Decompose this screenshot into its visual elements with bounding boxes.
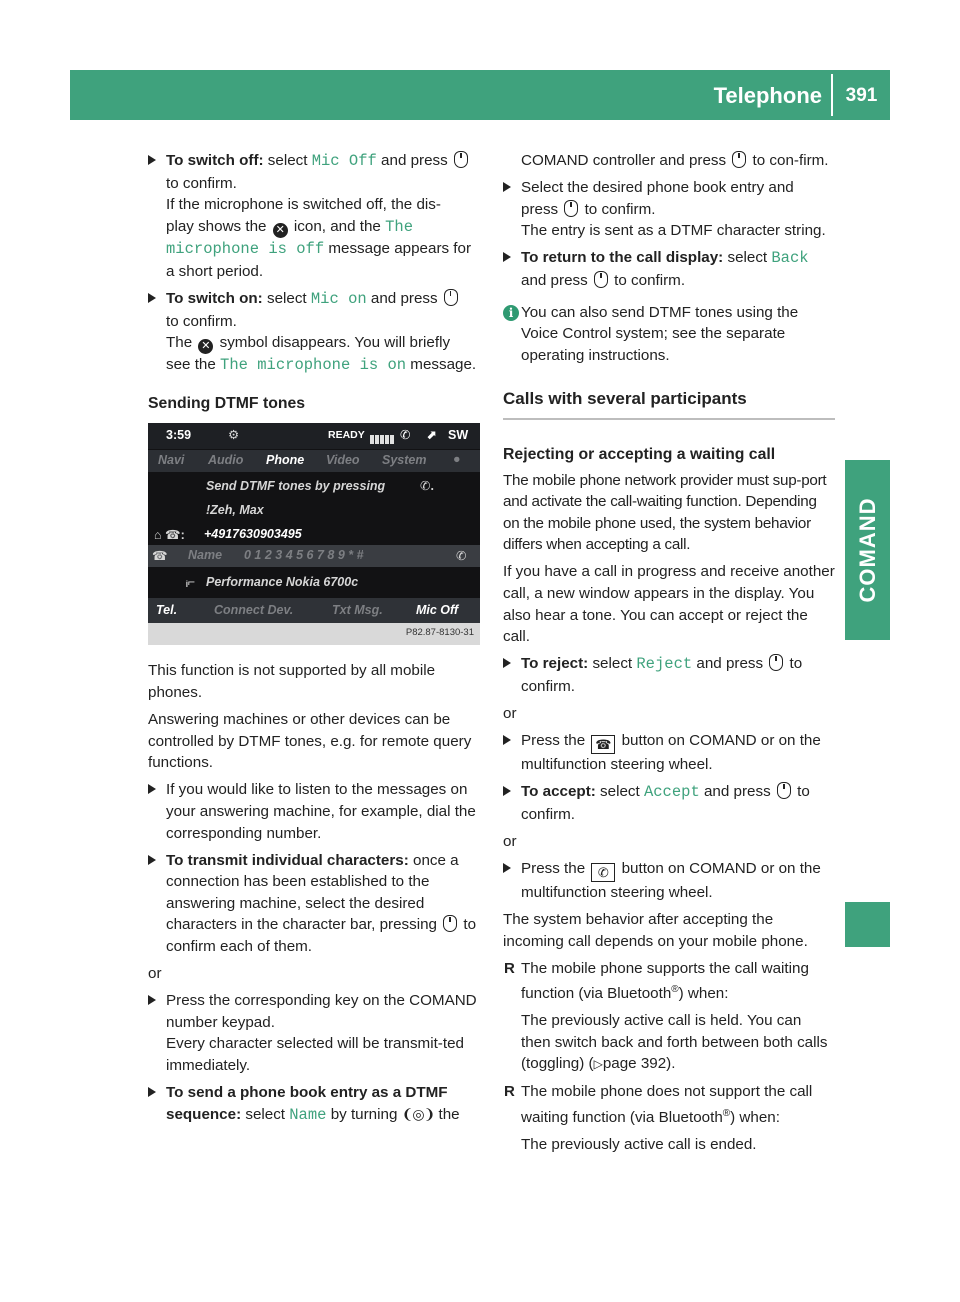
device-icon: ᵢ⌐	[186, 575, 196, 589]
mic-off-icon: ✕	[273, 223, 288, 238]
paragraph: This function is not supported by all mobile phones.	[148, 662, 436, 702]
info-note: i You can also send DTMF tones using the Voice Control system; see the separate operating instructions.	[503, 302, 835, 367]
or-text: or	[148, 965, 162, 983]
press-controller-icon	[443, 915, 457, 932]
arrow-bullet-icon	[148, 1087, 156, 1097]
step-accept: To accept: select Accept and press to confirm.	[503, 781, 835, 825]
arrow-bullet-icon	[503, 182, 511, 192]
right-column	[503, 150, 835, 1161]
menu-icon: ●	[453, 452, 461, 466]
step-press-accept-button: Press the ✆ button on COMAND or on the multifunction steering wheel.	[503, 858, 835, 904]
arrow-bullet-icon	[148, 155, 156, 165]
call-icon: ✆	[456, 549, 467, 563]
arrow-bullet-icon	[503, 863, 511, 873]
bullet-marker: R	[504, 1083, 515, 1101]
step-switch-off: To switch off: select Mic Off and press to confirm. If the microphone is switched off, the dis- play shows the ✕ icon, and the The microphone is off message appears for a short period.	[148, 150, 482, 283]
arrow-bullet-icon	[148, 293, 156, 303]
comand-display-screenshot: 3:59 ⚙ READY ✆ ⬈ SW Navi Audio Phone Video System ● Send DTMF tones by pressing ✆. !Zeh, Max ⌂ ☎: +4917630903495 ☎ Name 0 1 2 3 4 5 6 7 8 9 * # ✆ ᵢ⌐ Performance Nokia 6700c Tel. Connect Dev. Txt Msg. Mic Off P82.87-8130-31	[148, 423, 480, 645]
press-controller-icon	[454, 151, 468, 168]
character-bar: ☎ Name 0 1 2 3 4 5 6 7 8 9 * # ✆	[148, 545, 480, 567]
press-controller-icon	[777, 782, 791, 799]
arrow-bullet-icon	[148, 855, 156, 865]
phone-status-icon: ✆	[400, 428, 411, 442]
subsection-heading: Rejecting or accepting a waiting call	[503, 445, 776, 463]
bullet-no-waiting: R The mobile phone does not support the call waiting function (via Bluetooth®) when: The previously active call is ended.	[503, 1081, 835, 1155]
arrow-bullet-icon	[503, 786, 511, 796]
end-call-button-icon: ☎	[591, 735, 615, 754]
page-reference-link[interactable]: page 392).	[602, 1055, 676, 1073]
press-controller-icon	[732, 151, 746, 168]
info-icon: i	[503, 305, 519, 321]
mic-off-icon: ✕	[198, 339, 213, 354]
side-tab-marker	[845, 902, 890, 947]
bullet-detail: The previously active call is ended.	[521, 1135, 757, 1153]
display-bottom-menu: Tel. Connect Dev. Txt Msg. Mic Off	[148, 598, 480, 623]
paragraph: The system behavior after accepting the incoming call depends on your mobile phone.	[503, 911, 808, 950]
or-text: or	[503, 704, 517, 722]
heading-rule	[503, 418, 835, 420]
bullet-detail: The previously active call is held. You can then switch back and forth between both calls (toggling) (▷page 392).	[521, 1011, 828, 1073]
paragraph: Answering machines or other devices can be controlled by DTMF tones, e.g. for remote query functions.	[148, 711, 472, 772]
step-send-phonebook: To send a phone book entry as a DTMF sequence: select Name by turning ❨◎❩ the	[148, 1082, 482, 1126]
step-reject: To reject: select Reject and press to confirm.	[503, 653, 835, 697]
arrow-bullet-icon	[148, 784, 156, 794]
turn-controller-icon: ❨◎❩	[401, 1105, 435, 1122]
arrow-bullet-icon	[503, 252, 511, 262]
arrow-bullet-icon	[503, 735, 511, 745]
side-tab-label-box	[845, 460, 890, 640]
step-return-call-display: To return to the call display: select Back and press to confirm.	[503, 247, 835, 291]
press-controller-icon	[769, 654, 783, 671]
press-controller-icon	[564, 200, 578, 217]
phone-handset-icon: ✆.	[420, 479, 434, 493]
step-keypad: Press the corresponding key on the COMAND number keypad. Every character selected will be transmit-ted immediately.	[148, 990, 482, 1076]
continued-text: COMAND controller and press to con-firm.	[521, 152, 829, 169]
display-text: Mic Off	[311, 152, 377, 170]
paragraph: The mobile phone network provider must sup-port and activate the call-waiting function. Depending on the mobile phone used, the system behavior differs when accepting a call.	[503, 471, 827, 554]
arrow-bullet-icon	[503, 658, 511, 668]
or-text: or	[503, 832, 517, 850]
image-code-strip: P82.87-8130-31	[148, 623, 480, 645]
section-heading: Sending DTMF tones	[148, 394, 306, 412]
signal-strength-icon	[370, 431, 395, 449]
bullet-supports-waiting: R The mobile phone supports the call waiting function (via Bluetooth®) when: The previously active call is held. You can then switch back and forth between both calls (toggling) (▷page 392).	[503, 958, 835, 1076]
display-main-menu: Navi Audio Phone Video System ●	[148, 450, 480, 472]
step-select-entry: Select the desired phone book entry and press to confirm. The entry is sent as a DTMF character string.	[503, 177, 835, 242]
press-controller-icon	[444, 289, 458, 306]
step-switch-on: To switch on: select Mic on and press to confirm. The ✕ symbol disappears. You will briefly see the The microphone is on message.	[148, 288, 482, 377]
section-heading: Calls with several participants	[503, 389, 747, 409]
end-call-icon: ☎	[152, 549, 168, 563]
section-title: Telephone	[713, 83, 822, 108]
bullet-marker: R	[504, 959, 515, 977]
paragraph: If you have a call in progress and receive another call, a new window appears in the display. You also hear a tone. You can accept or reject the call.	[503, 563, 835, 646]
home-phone-icon: ⌂ ☎:	[154, 528, 185, 542]
page-ref-arrow-icon: ▷	[593, 1057, 603, 1072]
step-listen: If you would like to listen to the messages on your answering machine, for example, dial the corresponding number.	[148, 779, 482, 844]
accept-call-button-icon: ✆	[591, 863, 615, 882]
press-controller-icon	[594, 271, 608, 288]
page-number: 391	[845, 85, 878, 106]
settings-icon: ⚙	[228, 428, 240, 442]
step-transmit-characters: To transmit individual characters: once a connection has been established to the answering machine, select the desired characters in the character bar, pressing to confirm each of them.	[148, 850, 482, 958]
display-status-bar: 3:59 ⚙ READY ✆ ⬈ SW	[148, 423, 480, 449]
connection-icon: ⬈	[426, 428, 437, 442]
step-press-reject-button: Press the ☎ button on COMAND or on the multifunction steering wheel.	[503, 730, 835, 776]
side-tab-label: COMAND	[854, 497, 880, 603]
arrow-bullet-icon	[148, 995, 156, 1005]
